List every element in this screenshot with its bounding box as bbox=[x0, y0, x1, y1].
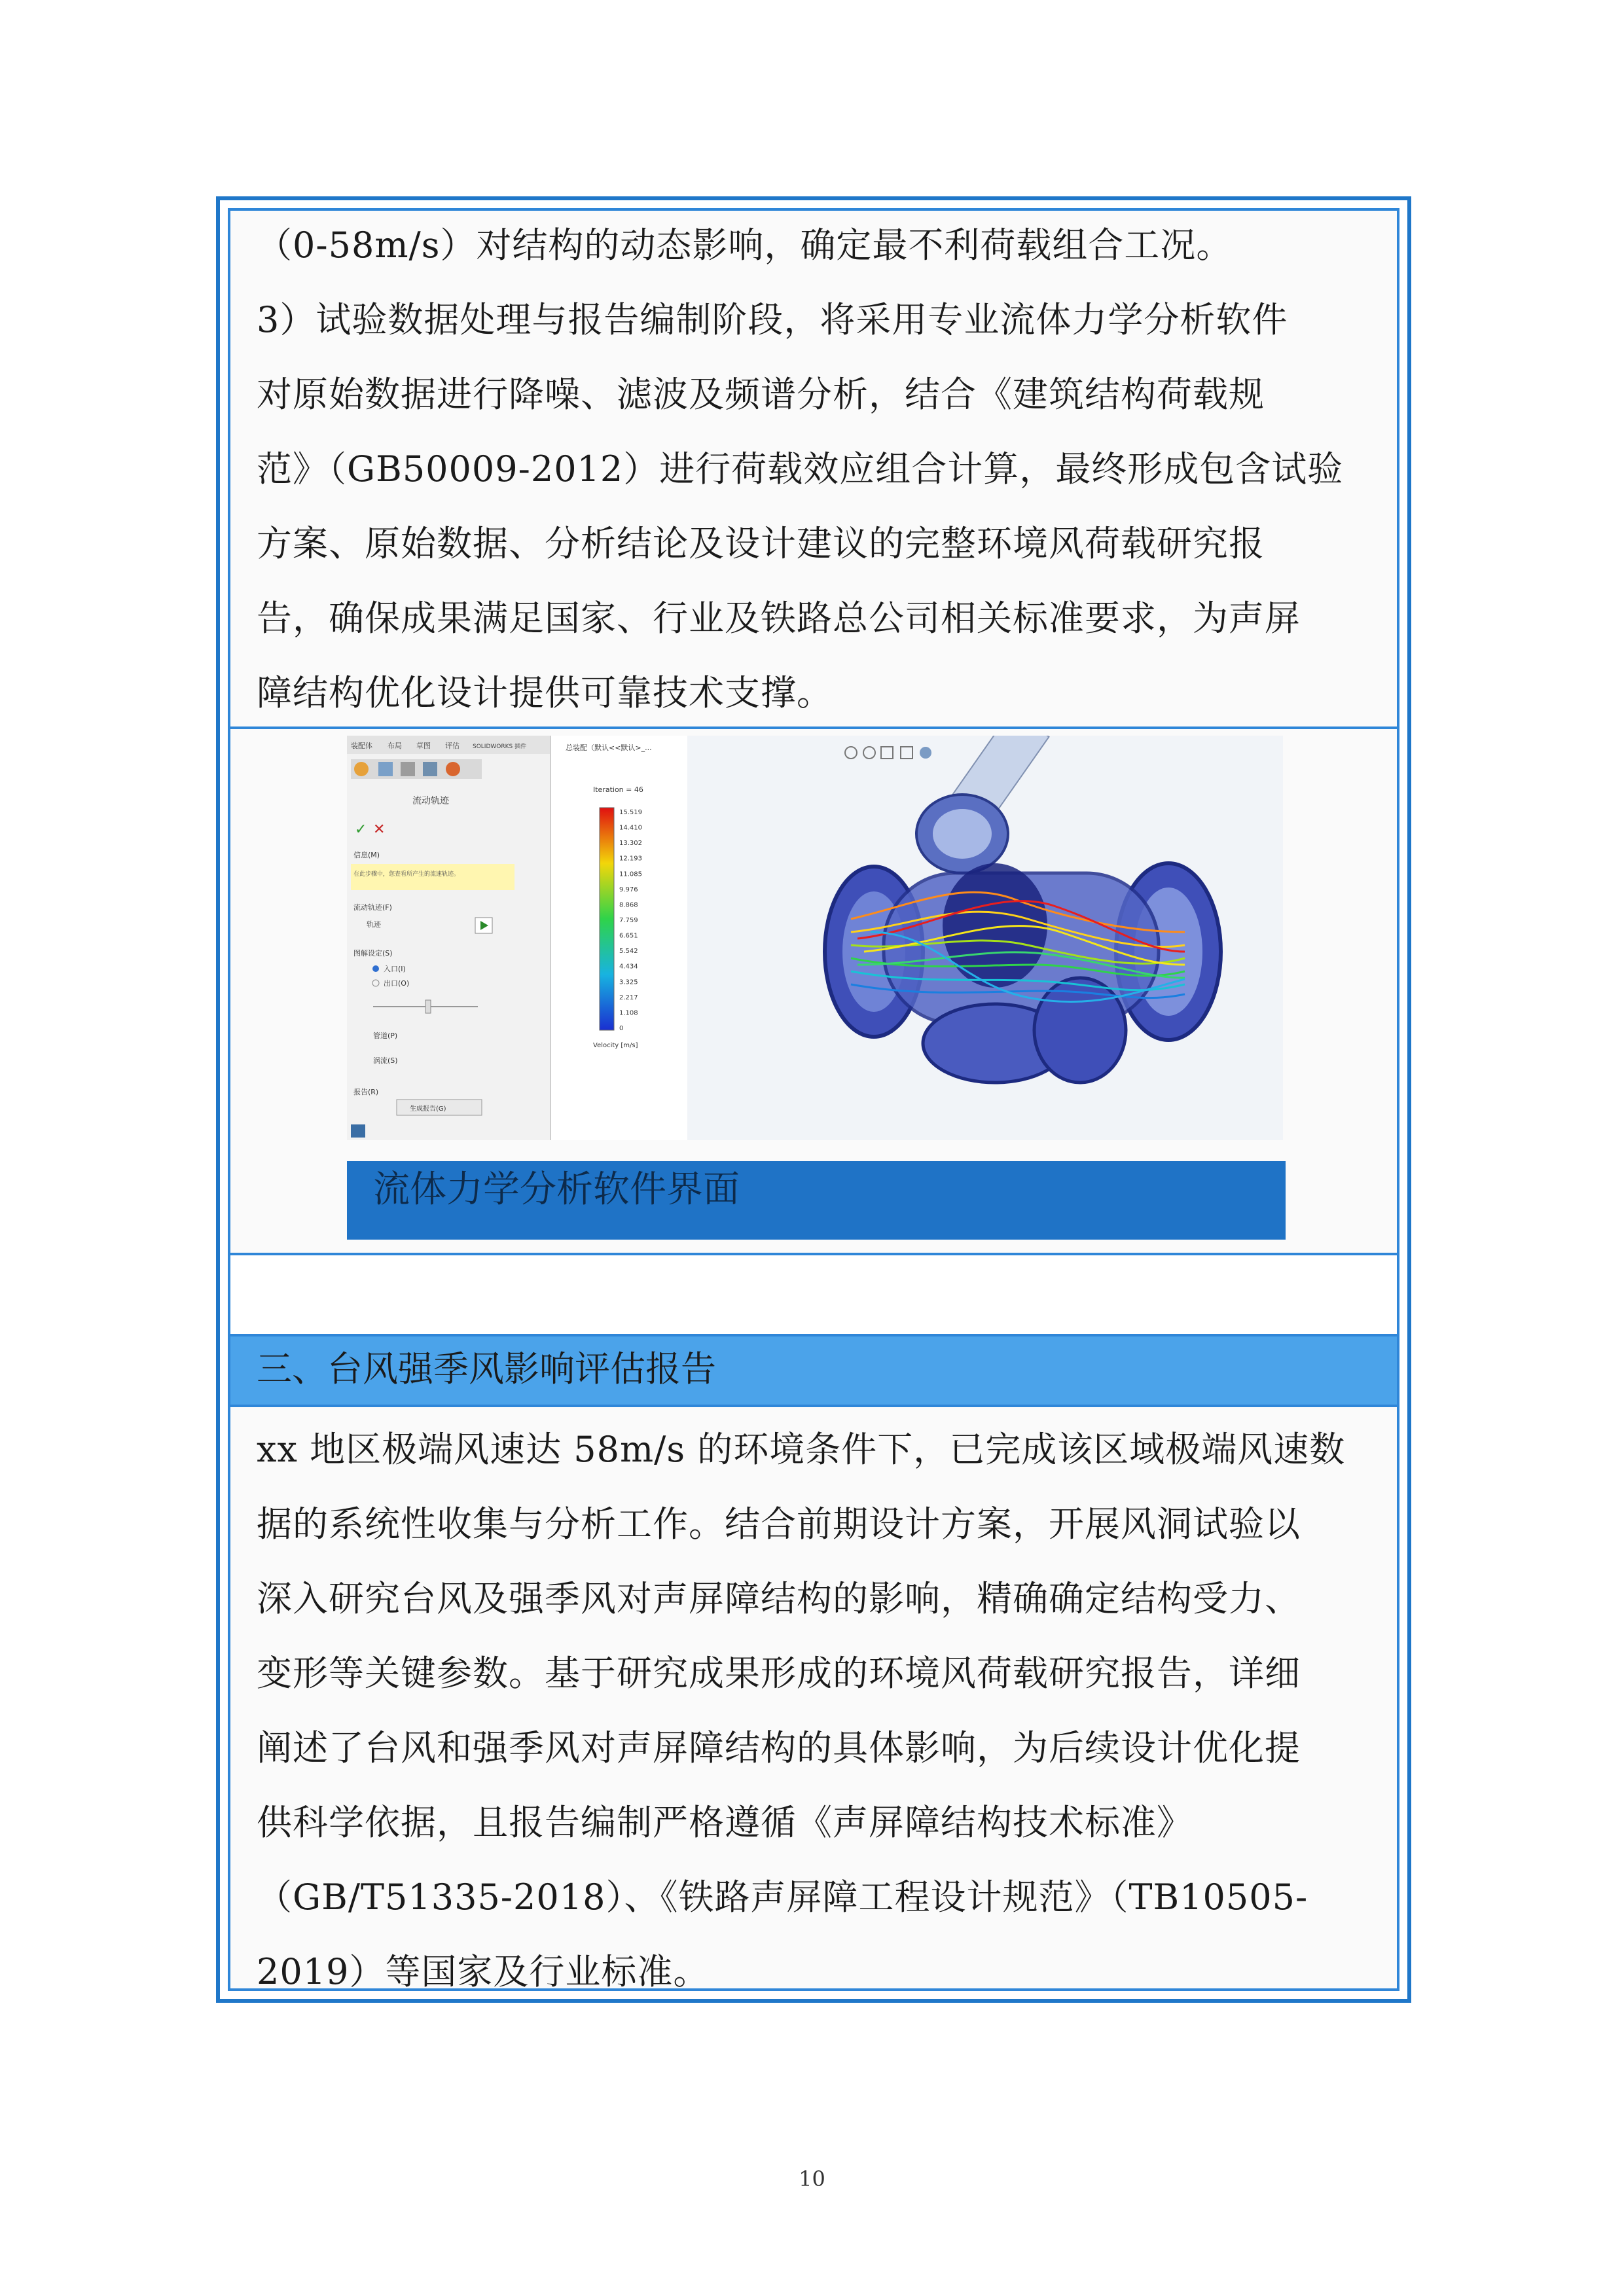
tab-label: 布局 bbox=[388, 742, 402, 750]
content-table-inner bbox=[228, 208, 1399, 1991]
legend-tick-label: 8.868 bbox=[619, 901, 638, 909]
legend-ticks bbox=[619, 809, 642, 1032]
legend-unit: Velocity [m/s] bbox=[593, 1042, 638, 1049]
text-line: 告，确保成果满足国家、行业及铁路总公司相关标准要求，为声屏 bbox=[257, 598, 1301, 639]
text-line: 对原始数据进行降噪、滤波及频谱分析，结合《建筑结构荷载规 bbox=[257, 374, 1265, 415]
legend-tick-label: 9.976 bbox=[619, 886, 638, 893]
panel-section: 报告(R) bbox=[353, 1088, 379, 1096]
panel-option: 轨迹 bbox=[367, 920, 381, 929]
text-line: （0-58m/s）对结构的动态影响，确定最不利荷载组合工况。 bbox=[257, 224, 1233, 266]
cfd-software-screenshot bbox=[347, 736, 1283, 1140]
panel-option: 管道(P) bbox=[373, 1031, 398, 1040]
text-line: 范》（GB50009-2012）进行荷载效应组合计算，最终形成包含试验 bbox=[257, 448, 1344, 490]
valve-flow-render bbox=[687, 736, 1283, 1140]
tab-label: SOLIDWORKS 插件 bbox=[473, 744, 527, 750]
legend-tick-label: 15.519 bbox=[619, 809, 642, 816]
text-line: 据的系统性收集与分析工作。结合前期设计方案，开展风洞试验以 bbox=[257, 1503, 1301, 1545]
svg-text:✓: ✓ bbox=[355, 821, 367, 838]
3d-viewport bbox=[687, 736, 1283, 1140]
legend-tick-label: 0 bbox=[619, 1025, 624, 1032]
text-line: 2019）等国家及行业标准。 bbox=[257, 1951, 710, 1992]
legend-tick-label: 12.193 bbox=[619, 855, 642, 863]
section2-paragraph bbox=[257, 1412, 1371, 2009]
text-line: 3）试验数据处理与报告编制阶段，将采用专业流体力学分析软件 bbox=[257, 299, 1288, 340]
tab-label: 草图 bbox=[416, 742, 431, 750]
tab-label: 评估 bbox=[445, 742, 460, 750]
text-line: 方案、原始数据、分析结论及设计建议的完整环境风荷载研究报 bbox=[257, 523, 1265, 564]
section1-paragraph bbox=[257, 208, 1371, 730]
generate-report-button: 生成报告(G) bbox=[410, 1105, 446, 1113]
legend-tick-label: 2.217 bbox=[619, 994, 638, 1001]
tree-label: 总装配（默认<<默认>_... bbox=[566, 744, 652, 752]
row-divider bbox=[230, 726, 1397, 729]
panel-option: 涡流(S) bbox=[373, 1056, 398, 1065]
panel-title: 流动轨迹 bbox=[412, 796, 449, 806]
text-line: 障结构优化设计提供可靠技术支撑。 bbox=[257, 672, 833, 713]
legend-tick-label: 13.302 bbox=[619, 840, 642, 848]
panel-option: 入口(I) bbox=[384, 965, 406, 973]
section-heading: 三、台风强季风影响评估报告 bbox=[257, 1348, 716, 1390]
legend-graphic bbox=[556, 736, 687, 1140]
legend-tick-label: 5.542 bbox=[619, 948, 638, 956]
property-panel bbox=[347, 736, 551, 1140]
text-line: 深入研究台风及强季风对声屏障结构的影响，精确确定结构受力、 bbox=[257, 1578, 1301, 1619]
section-heading-bar bbox=[230, 1334, 1397, 1407]
legend-tick-label: 7.759 bbox=[619, 917, 638, 924]
legend-tick-label: 6.651 bbox=[619, 932, 638, 940]
legend-tick-label: 1.108 bbox=[619, 1009, 638, 1017]
text-line: （GB/T51335-2018）、《铁路声屏障工程设计规范》（TB10505- bbox=[257, 1876, 1308, 1918]
panel-section: 信息(M) bbox=[353, 851, 380, 859]
text-line: xx 地区极端风速达 58m/s 的环境条件下，已完成该区域极端风速数 bbox=[257, 1429, 1346, 1470]
panel-info: 在此步骤中，您查看所产生的流速轨迹。 bbox=[353, 871, 460, 878]
content-table-frame bbox=[216, 196, 1411, 2003]
velocity-legend bbox=[556, 736, 687, 1140]
text-line: 阐述了台风和强季风对声屏障结构的具体影响，为后续设计优化提 bbox=[257, 1727, 1301, 1768]
iteration-label: Iteration = 46 bbox=[593, 785, 643, 794]
legend-tick-label: 3.325 bbox=[619, 978, 638, 986]
text-line: 变形等关键参数。基于研究成果形成的环境风荷载研究报告，详细 bbox=[257, 1653, 1301, 1694]
legend-tick-label: 4.434 bbox=[619, 963, 638, 971]
panel-graphic bbox=[347, 736, 550, 1140]
panel-option: 出口(O) bbox=[384, 979, 410, 988]
legend-tick-label: 14.410 bbox=[619, 824, 642, 832]
panel-section: 流动轨迹(F) bbox=[353, 903, 392, 912]
figure-caption: 流体力学分析软件界面 bbox=[373, 1168, 740, 1211]
page-number: 10 bbox=[799, 2166, 825, 2191]
panel-section: 图解设定(S) bbox=[353, 949, 393, 958]
legend-tick-label: 11.085 bbox=[619, 870, 642, 878]
empty-table-row bbox=[230, 1255, 1397, 1334]
tab-label: 装配体 bbox=[351, 742, 372, 750]
svg-text:✕: ✕ bbox=[373, 821, 386, 838]
text-line: 供科学依据，且报告编制严格遵循《声屏障结构技术标准》 bbox=[257, 1802, 1193, 1843]
figure-caption-bar bbox=[347, 1161, 1286, 1240]
